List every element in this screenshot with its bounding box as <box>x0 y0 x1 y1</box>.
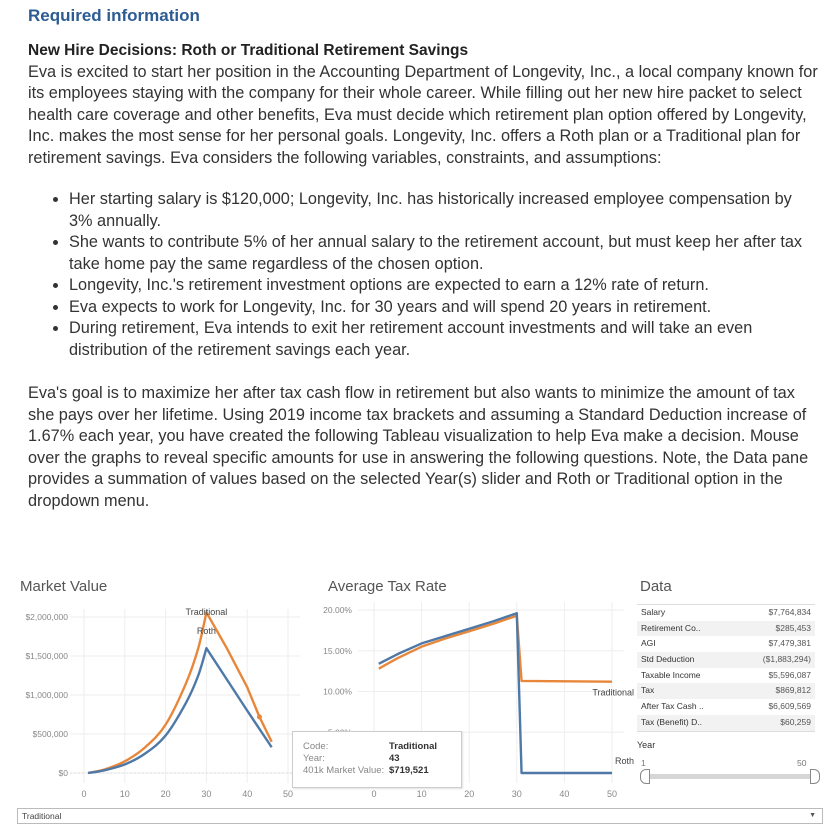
y-tick-label: $0 <box>58 768 68 778</box>
annotation-traditional: Traditional <box>185 607 228 617</box>
required-information-title: Required information <box>28 6 200 25</box>
x-tick-label: 20 <box>160 789 171 799</box>
x-tick-label: 0 <box>81 789 87 799</box>
case-intro: Eva is excited to start her position in the Accounting Department of Longevity, Inc., a local company known for its employees staying with the company for their whole career. While filling out her new hire packet to select health care coverage and other benefits, Eva must decide which retirement plan option offered by Longevity, Inc. makes the most sense for her personal goals. Longevity, Inc. offers a Roth plan or a Traditional plan for retirement savings. Eva considers the following variables, constraints, and assumptions: <box>28 62 818 167</box>
tooltip-year-label: Year: <box>303 753 325 764</box>
assumptions-list <box>28 189 818 361</box>
case-description <box>28 40 818 512</box>
tooltip-market-label: 401k Market Value: <box>303 765 385 776</box>
y-tick-label: $1,500,000 <box>25 651 68 661</box>
data-label: After Tax Cash .. <box>641 701 704 712</box>
data-label: Salary <box>641 607 666 617</box>
tooltip-code-value: Traditional <box>389 741 438 752</box>
data-label: Tax <box>641 685 655 696</box>
data-row-taxable-income[interactable] <box>637 668 815 684</box>
y-tick-label: $500,000 <box>32 729 68 739</box>
x-tick-label: 20 <box>464 789 475 799</box>
data-pane-title: Data <box>640 578 672 595</box>
data-value: $285,453 <box>775 622 811 633</box>
x-tick-label: 50 <box>282 789 294 799</box>
y-tick-label: 10.00% <box>323 686 352 697</box>
data-label: AGI <box>641 638 656 649</box>
data-value: $869,812 <box>775 685 811 696</box>
assumption-item: • Eva expects to work for Longevity, Inc. for 30 years and will spend 20 years in retirement. <box>69 297 818 319</box>
data-value: ($1,883,294) <box>762 654 811 665</box>
average-tax-rate-title: Average Tax Rate <box>328 578 447 595</box>
y-tick-label: 20.00% <box>323 605 352 615</box>
x-tick-label: 10 <box>119 789 130 799</box>
data-row-after-tax-cash[interactable] <box>637 699 815 715</box>
x-tick-label: 40 <box>242 789 253 799</box>
data-row-tax[interactable] <box>637 683 815 699</box>
x-tick-label: 10 <box>416 789 427 799</box>
data-row-salary[interactable] <box>637 605 815 621</box>
data-label: Tax (Benefit) D.. <box>641 716 702 727</box>
x-tick-label: 30 <box>201 789 212 799</box>
annotation-roth: Roth <box>614 756 634 767</box>
data-value: $60,259 <box>780 716 811 727</box>
assumption-item: • Her starting salary is $120,000; Longevity, Inc. has historically increased employee compensation by 3% annually. <box>69 189 818 232</box>
data-label: Retirement Co.. <box>641 622 701 633</box>
annotation-roth: Roth <box>196 626 216 637</box>
year-slider-label: Year <box>637 740 656 750</box>
year-slider-min: 1 <box>641 758 646 768</box>
data-label: Taxable Income <box>641 669 701 680</box>
series-line-traditional <box>88 612 272 773</box>
assumption-item: • Longevity, Inc.'s retirement investment options are expected to earn a 12% rate of return. <box>69 275 818 297</box>
data-label: Std Deduction <box>641 654 695 665</box>
x-tick-label: 30 <box>511 789 522 799</box>
tooltip-year-value: 43 <box>389 753 400 764</box>
year-slider-start-handle[interactable] <box>640 769 650 784</box>
y-tick-label: 15.00% <box>323 645 352 656</box>
chevron-down-icon[interactable]: ▼ <box>809 812 816 819</box>
hover-tooltip <box>292 731 462 788</box>
data-row-agi[interactable] <box>637 636 815 652</box>
series-line-traditional <box>379 616 612 682</box>
x-tick-label: 50 <box>606 789 618 799</box>
data-row-std-deduction[interactable] <box>637 652 815 668</box>
data-pane-table <box>637 604 815 732</box>
case-heading: New Hire Decisions: Roth or Traditional Retirement Savings <box>28 42 469 59</box>
annotation-traditional: Traditional <box>592 687 634 698</box>
data-value: $7,479,381 <box>768 638 811 649</box>
data-row-retirement-contribution[interactable] <box>637 621 815 637</box>
tooltip-market-value: $719,521 <box>389 765 429 776</box>
y-tick-label: $2,000,000 <box>25 612 68 622</box>
x-tick-label: 40 <box>559 789 570 799</box>
assumption-item: • She wants to contribute 5% of her annual salary to the retirement account, but must keep her after tax take home pay the same regardless of the chosen option. <box>69 232 818 275</box>
data-row-tax-benefit[interactable] <box>637 715 815 731</box>
data-value: $5,596,087 <box>768 669 811 680</box>
year-slider-track[interactable] <box>645 774 813 779</box>
data-value: $7,764,834 <box>768 607 811 617</box>
series-line-roth <box>88 648 272 773</box>
dropdown-selected-value: Traditional <box>22 811 62 821</box>
data-value: $6,609,569 <box>768 701 811 712</box>
tooltip-code-label: Code: <box>303 741 329 752</box>
y-tick-label: $1,000,000 <box>25 690 68 700</box>
case-goal: Eva's goal is to maximize her after tax cash flow in retirement but also wants to minimize the amount of tax she pays over her lifetime. Using 2019 income tax brackets and assuming a Standard Deduction increase of 1.67% each year, you have created the following Tableau visualization to help Eva make a decision. Mouse over the graphs to reveal specific amounts for use in answering the following questions. Note, the Data pane provides a summation of values based on the selected Year(s) slider and Roth or Traditional option in the dropdown menu. <box>28 384 809 510</box>
year-slider-max: 50 <box>797 758 807 768</box>
highlight-point <box>257 714 262 719</box>
assumption-item: • During retirement, Eva intends to exit her retirement account investments and will take an even distribution of the retirement savings each year. <box>69 318 818 361</box>
plan-option-dropdown[interactable] <box>17 808 823 824</box>
x-tick-label: 0 <box>371 789 377 799</box>
market-value-title: Market Value <box>20 578 108 595</box>
year-slider-end-handle[interactable] <box>810 769 820 784</box>
